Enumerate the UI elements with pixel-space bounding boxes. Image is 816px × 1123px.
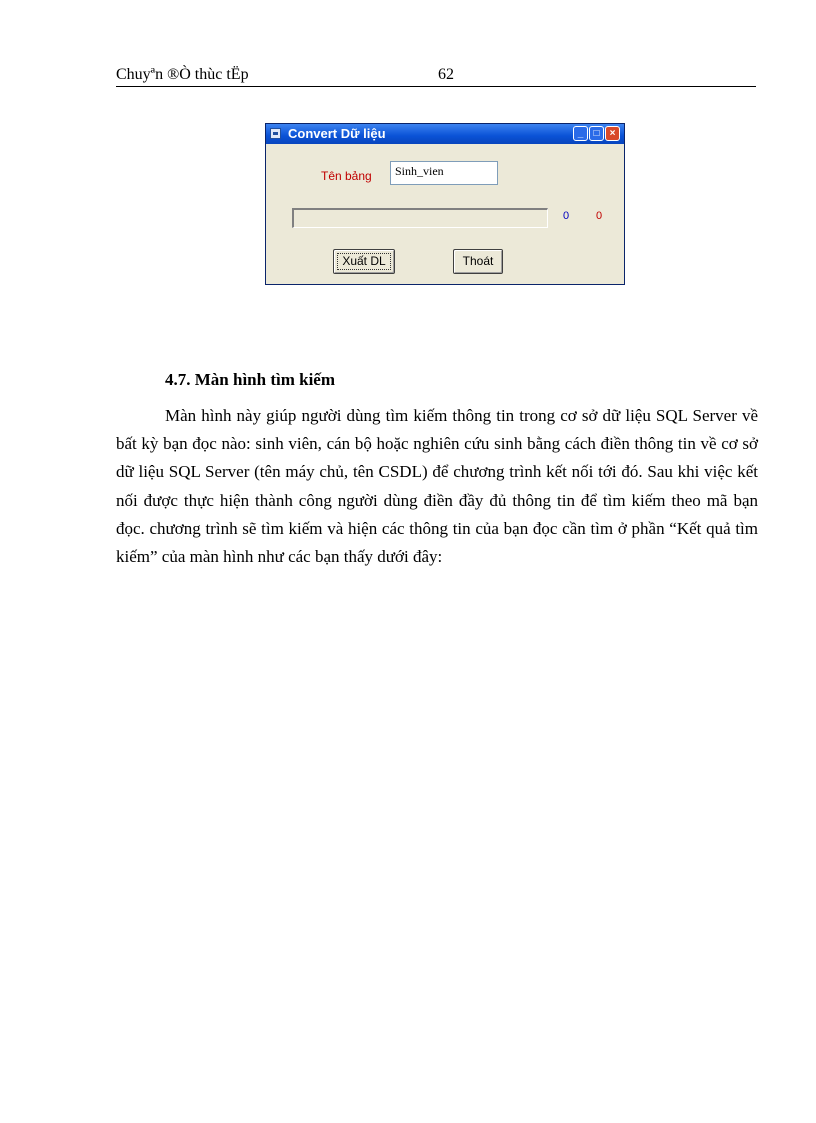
dialog-titlebar[interactable] — [266, 124, 624, 144]
table-name-input[interactable]: Sinh_vien — [390, 161, 498, 185]
header-title: Chuyªn ®Ò thùc tËp — [116, 66, 249, 83]
close-icon[interactable]: × — [605, 126, 620, 141]
convert-dialog — [265, 123, 625, 285]
app-icon — [270, 128, 281, 139]
total-count: 0 — [596, 210, 603, 222]
processed-count: 0 — [563, 210, 570, 222]
export-button[interactable]: Xuất DL — [333, 249, 395, 274]
dialog-title: Convert Dữ liệu — [288, 126, 386, 141]
section-heading: 4.7. Màn hình tìm kiếm — [165, 370, 336, 389]
section-paragraph: Màn hình này giúp người dùng tìm kiếm thông tin trong cơ sở dữ liệu SQL Server về bất kỳ bạn đọc nào: sinh viên, cán bộ hoặc nghiên cứu sinh bằng cách điền thông tin về cơ sở dữ liệu SQL Server (tên máy chủ, tên CSDL) để chương trình kết nối tới đó. Sau khi việc kết nối được thực hiện thành công người dùng điền đầy đủ thông tin để tìm kiếm theo mã bạn đọc. chương trình sẽ tìm kiếm và hiện các thông tin của bạn đọc cần tìm ở phần “Kết quả tìm kiếm” của màn hình như các bạn thấy dưới đây: — [116, 406, 758, 567]
table-name-label: Tên bảng — [321, 169, 372, 183]
exit-button[interactable]: Thoát — [453, 249, 503, 274]
minimize-icon[interactable]: _ — [573, 126, 588, 141]
page-header — [116, 64, 756, 87]
progress-bar — [292, 208, 548, 228]
page-number: 62 — [438, 66, 454, 83]
maximize-icon[interactable]: □ — [589, 126, 604, 141]
